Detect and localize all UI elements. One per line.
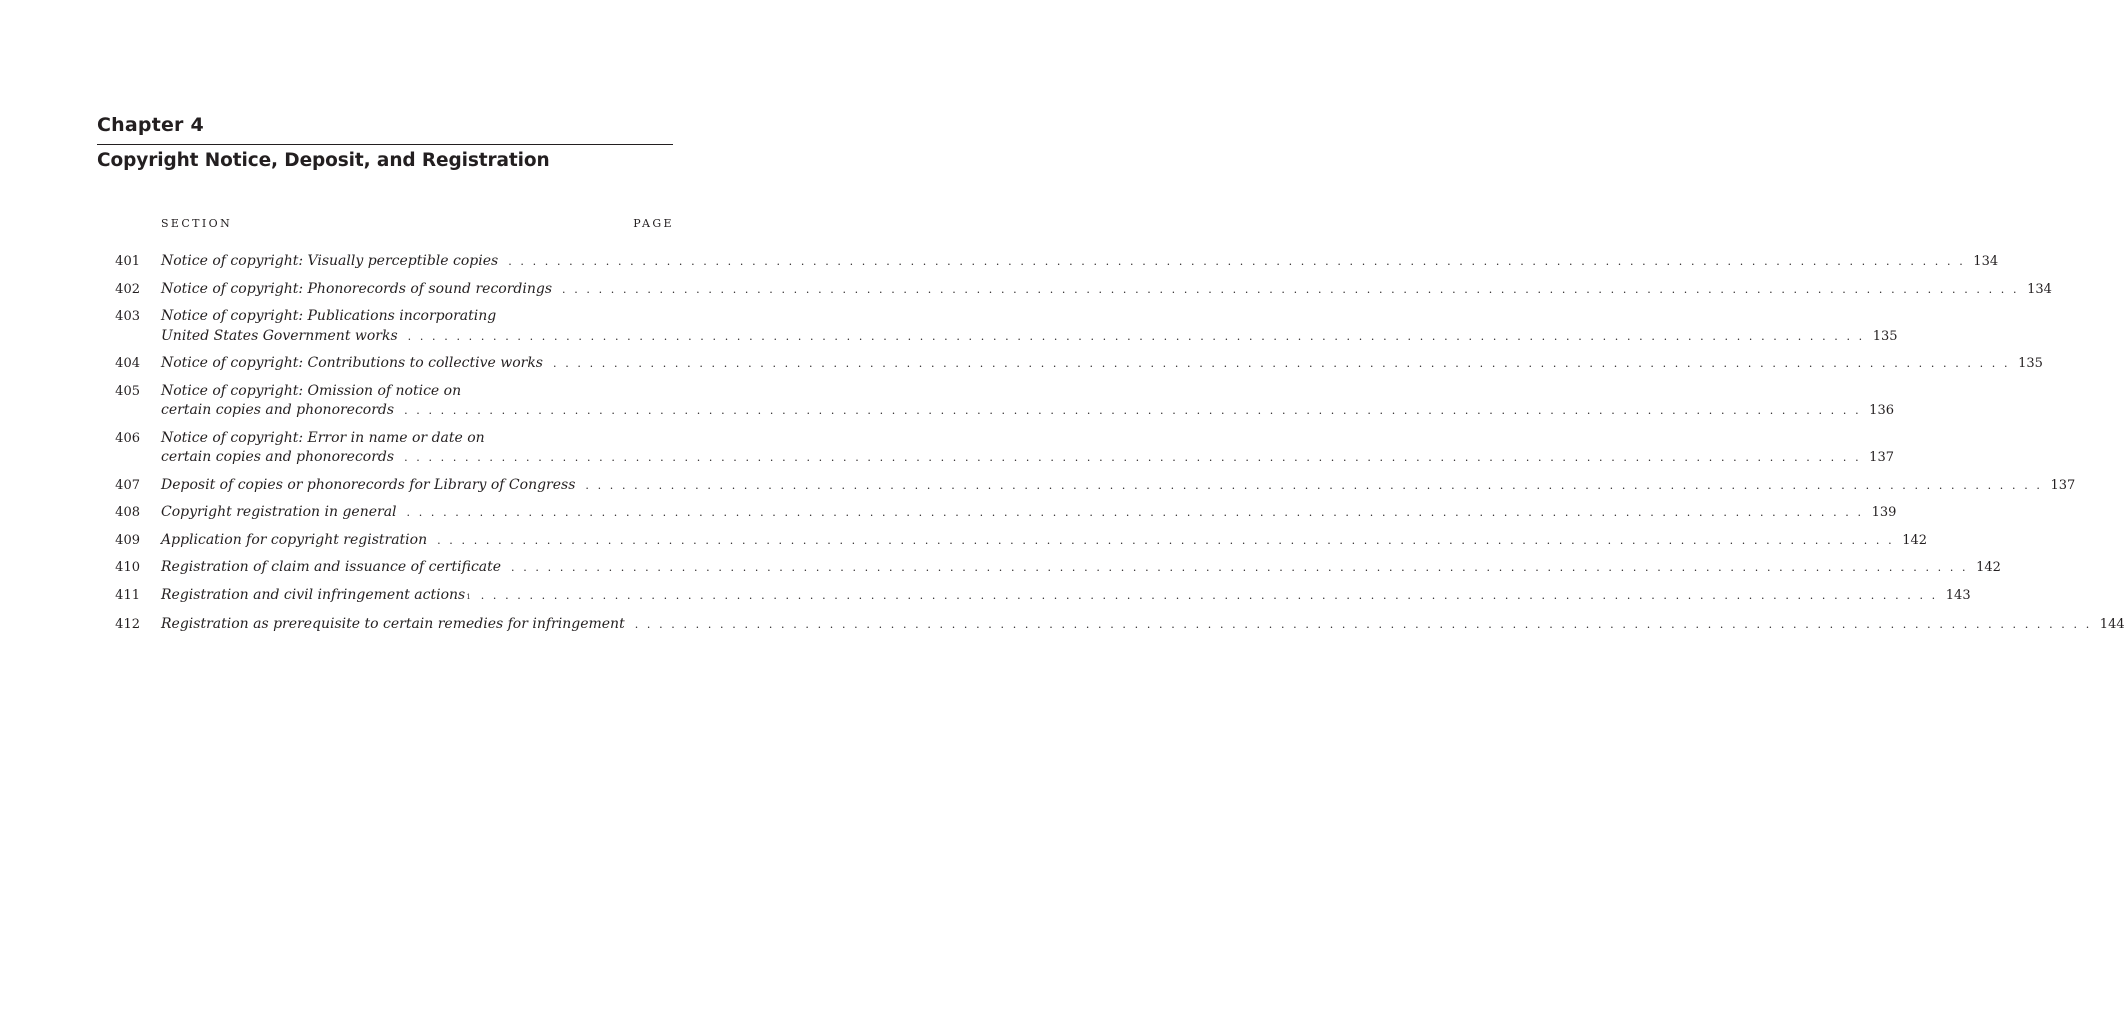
dot-leader: . . . . . . . . . . . . . . . . . . . . . . . . . . . . . . . . . . . . . . . . . . . . . . . . . . . . . . . . . . . . . . . . . . . . . . . . . . . . . . . . . . . . . . . . . . . . . . . . . . . . . . . . . . . . . . . . . . . . . . . . bbox=[562, 282, 2020, 296]
section-number: 408 bbox=[115, 505, 140, 520]
section-number: 401 bbox=[115, 254, 140, 269]
chapter-divider bbox=[97, 144, 673, 145]
toc-entry[interactable] bbox=[100, 503, 1897, 523]
chapter-title: Copyright Notice, Deposit, and Registration bbox=[97, 150, 550, 171]
toc-entry[interactable] bbox=[100, 252, 1999, 272]
dot-leader: . . . . . . . . . . . . . . . . . . . . . . . . . . . . . . . . . . . . . . . . . . . . . . . . . . . . . . . . . . . . . . . . . . . . . . . . . . . . . . . . . . . . . . . . . . . . . . . . . . . . . . . . . . . . . . . . . . . . . . . . bbox=[553, 357, 2011, 370]
section-column-header: SECTION bbox=[161, 217, 233, 230]
section-title: certain copies and phonorecords bbox=[161, 449, 395, 465]
section-title: Notice of copyright: Omission of notice on bbox=[161, 382, 462, 399]
toc-entry[interactable] bbox=[100, 615, 2125, 635]
footnote-marker[interactable]: 1 bbox=[466, 592, 471, 601]
section-title: Notice of copyright: Publications incorporating bbox=[161, 308, 497, 324]
dot-leader: . . . . . . . . . . . . . . . . . . . . . . . . . . . . . . . . . . . . . . . . . . . . . . . . . . . . . . . . . . . . . . . . . . . . . . . . . . . . . . . . . . . . . . . . . . . . . . . . . . . . . . . . . . . . . . . . . . . . . . . . bbox=[406, 506, 1864, 519]
section-title: Registration of claim and issuance of certificate bbox=[161, 559, 502, 575]
section-number: 409 bbox=[115, 532, 140, 548]
toc-entry[interactable] bbox=[100, 429, 1894, 468]
page-number: 142 bbox=[1976, 560, 2001, 575]
dot-leader: . . . . . . . . . . . . . . . . . . . . . . . . . . . . . . . . . . . . . . . . . . . . . . . . . . . . . . . . . . . . . . . . . . . . . . . . . . . . . . . . . . . . . . . . . . . . . . . . . . . . . . . . . . . . . . . . . . . . . . . . bbox=[404, 404, 1862, 417]
section-number: 407 bbox=[115, 477, 140, 493]
dot-leader: . . . . . . . . . . . . . . . . . . . . . . . . . . . . . . . . . . . . . . . . . . . . . . . . . . . . . . . . . . . . . . . . . . . . . . . . . . . . . . . . . . . . . . . . . . . . . . . . . . . . . . . . . . . . . . . . . . . . . . . . bbox=[508, 255, 1966, 268]
page-number: 139 bbox=[1871, 505, 1897, 520]
dot-leader: . . . . . . . . . . . . . . . . . . . . . . . . . . . . . . . . . . . . . . . . . . . . . . . . . . . . . . . . . . . . . . . . . . . . . . . . . . . . . . . . . . . . . . . . . . . . . . . . . . . . . . . . . . . . . . . . . . . . . . . . bbox=[511, 561, 1969, 574]
dot-leader: . . . . . . . . . . . . . . . . . . . . . . . . . . . . . . . . . . . . . . . . . . . . . . . . . . . . . . . . . . . . . . . . . . . . . . . . . . . . . . . . . . . . . . . . . . . . . . . . . . . . . . . . . . . . . . . . . . . . . . . . bbox=[634, 618, 2092, 631]
toc-entry[interactable] bbox=[100, 558, 2001, 578]
section-number: 404 bbox=[115, 356, 140, 371]
section-number: 406 bbox=[115, 430, 140, 446]
page-number: 134 bbox=[2027, 281, 2052, 297]
section-number: 403 bbox=[115, 309, 140, 324]
dot-leader: . . . . . . . . . . . . . . . . . . . . . . . . . . . . . . . . . . . . . . . . . . . . . . . . . . . . . . . . . . . . . . . . . . . . . . . . . . . . . . . . . . . . . . . . . . . . . . . . . . . . . . . . . . . . . . . . . . . . . . . . bbox=[585, 478, 2043, 492]
section-title: Notice of copyright: Phonorecords of sound recordings bbox=[161, 280, 553, 297]
dot-leader: . . . . . . . . . . . . . . . . . . . . . . . . . . . . . . . . . . . . . . . . . . . . . . . . . . . . . . . . . . . . . . . . . . . . . . . . . . . . . . . . . . . . . . . . . . . . . . . . . . . . . . . . . . . . . . . . . . . . . . . . bbox=[480, 588, 1938, 602]
page-number: 143 bbox=[1945, 587, 1971, 603]
page-number: 144 bbox=[2099, 617, 2125, 632]
toc-entry[interactable] bbox=[100, 307, 1898, 346]
dot-leader: . . . . . . . . . . . . . . . . . . . . . . . . . . . . . . . . . . . . . . . . . . . . . . . . . . . . . . . . . . . . . . . . . . . . . . . . . . . . . . . . . . . . . . . . . . . . . . . . . . . . . . . . . . . . . . . . . . . . . . . . bbox=[437, 533, 1895, 547]
page-number: 135 bbox=[1872, 328, 1898, 344]
page-number: 136 bbox=[1869, 403, 1894, 418]
dot-leader: . . . . . . . . . . . . . . . . . . . . . . . . . . . . . . . . . . . . . . . . . . . . . . . . . . . . . . . . . . . . . . . . . . . . . . . . . . . . . . . . . . . . . . . . . . . . . . . . . . . . . . . . . . . . . . . . . . . . . . . . bbox=[407, 329, 1865, 343]
section-number: 405 bbox=[115, 383, 140, 399]
section-title: Registration and civil infringement actions bbox=[161, 586, 466, 603]
dot-leader: . . . . . . . . . . . . . . . . . . . . . . . . . . . . . . . . . . . . . . . . . . . . . . . . . . . . . . . . . . . . . . . . . . . . . . . . . . . . . . . . . . . . . . . . . . . . . . . . . . . . . . . . . . . . . . . . . . . . . . . . bbox=[404, 451, 1862, 464]
page-number: 142 bbox=[1902, 532, 1928, 548]
toc-entry[interactable] bbox=[100, 354, 2043, 374]
toc-entry[interactable] bbox=[100, 476, 2076, 496]
section-title: Application for copyright registration bbox=[161, 531, 428, 548]
section-title: Notice of copyright: Error in name or date on bbox=[161, 429, 485, 446]
section-title: United States Government works bbox=[161, 327, 398, 344]
section-number: 411 bbox=[115, 587, 140, 603]
section-title: Registration as prerequisite to certain remedies for infringement bbox=[161, 616, 625, 632]
section-title: certain copies and phonorecords bbox=[161, 402, 395, 418]
page-number: 135 bbox=[2018, 356, 2043, 371]
section-title: Notice of copyright: Contributions to collective works bbox=[161, 355, 543, 371]
toc-entry[interactable] bbox=[100, 586, 1971, 608]
page-number: 134 bbox=[1973, 254, 1999, 269]
section-number: 402 bbox=[115, 281, 140, 297]
section-number: 410 bbox=[115, 560, 140, 575]
toc-entry[interactable] bbox=[100, 280, 2052, 300]
toc-entry[interactable] bbox=[100, 382, 1894, 421]
section-title: Notice of copyright: Visually perceptible copies bbox=[161, 253, 499, 269]
page-number: 137 bbox=[2050, 477, 2076, 493]
chapter-label: Chapter 4 bbox=[97, 114, 204, 136]
table-of-contents bbox=[100, 252, 2125, 643]
section-title: Copyright registration in general bbox=[161, 504, 397, 520]
toc-entry[interactable] bbox=[100, 531, 1928, 551]
page-column-header: PAGE bbox=[633, 217, 674, 230]
section-title: Deposit of copies or phonorecords for Library of Congress bbox=[161, 476, 576, 493]
page-number: 137 bbox=[1869, 450, 1894, 465]
section-number: 412 bbox=[115, 617, 140, 632]
